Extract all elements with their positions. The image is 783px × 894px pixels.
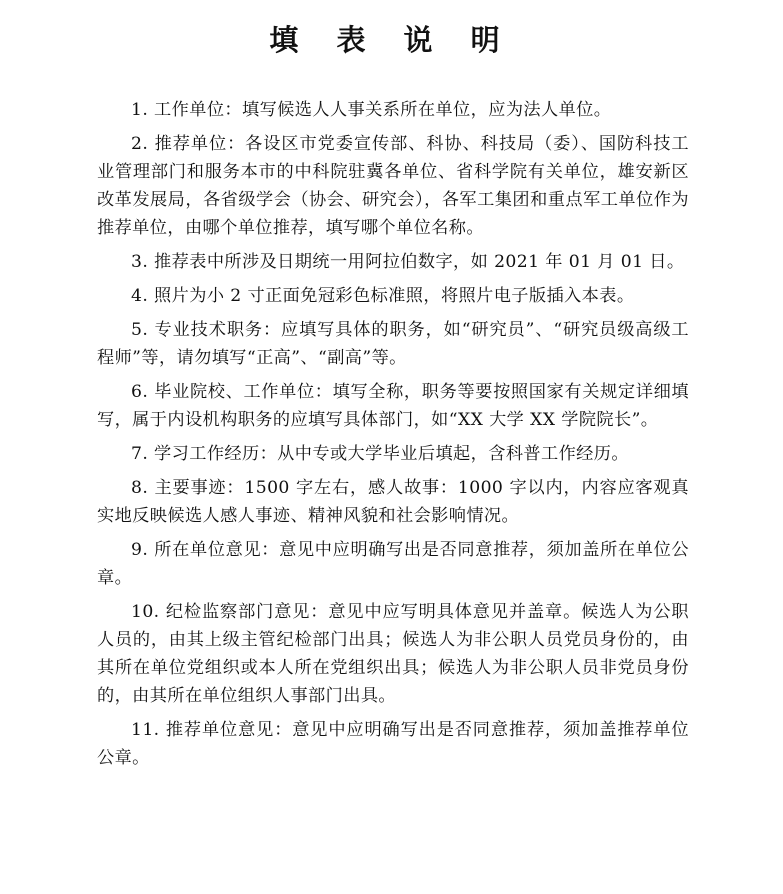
page-title: 填 表 说 明: [269, 23, 514, 57]
instruction-item-1: 1. 工作单位：填写候选人人事关系所在单位，应为法人单位。: [131, 100, 612, 120]
instruction-item-3: 3. 推荐表中所涉及日期统一用阿拉伯数字，如 2021 年 01 月 01 日。: [131, 252, 685, 272]
instruction-item-8: 8. 主要事迹：1500 字左右，感人故事：1000 字以内，内容应客观真实地反映候选人感人事迹、精神风貌和社会影响情况。: [97, 478, 689, 526]
instruction-item-4: 4. 照片为小 2 寸正面免冠彩色标准照，将照片电子版插入本表。: [131, 286, 635, 306]
instruction-item-7: 7. 学习工作经历：从中专或大学毕业后填起，含科普工作经历。: [131, 444, 629, 464]
instruction-item-2: 2. 推荐单位：各设区市党委宣传部、科协、科技局（委）、国防科技工业管理部门和服务本市的中科院驻冀各单位、省科学院有关单位，雄安新区改革发展局，各省级学会（协会、研究会），各军工集团和重点军工单位作为推荐单位，由哪个单位推荐，填写哪个单位名称。: [97, 134, 689, 238]
instruction-item-10: 10. 纪检监察部门意见：意见中应写明具体意见并盖章。候选人为公职人员的，由其上级主管纪检部门出具；候选人为非公职人员党员身份的，由其所在单位党组织或本人所在党组织出具；候选人为非公职人员非党员身份的，由其所在单位组织人事部门出具。: [97, 602, 689, 706]
instructions-body: [97, 96, 689, 778]
instruction-item-5: 5. 专业技术职务：应填写具体的职务，如“研究员”、“研究员级高级工程师”等，请勿填写“正高”、“副高”等。: [97, 320, 689, 368]
instruction-item-9: 9. 所在单位意见：意见中应明确写出是否同意推荐，须加盖所在单位公章。: [97, 540, 689, 588]
instruction-item-6: 6. 毕业院校、工作单位：填写全称，职务等要按照国家有关规定详细填写，属于内设机构职务的应填写具体部门，如“XX 大学 XX 学院院长”。: [97, 382, 689, 430]
instruction-item-11: 11. 推荐单位意见：意见中应明确写出是否同意推荐，须加盖推荐单位公章。: [97, 720, 689, 768]
